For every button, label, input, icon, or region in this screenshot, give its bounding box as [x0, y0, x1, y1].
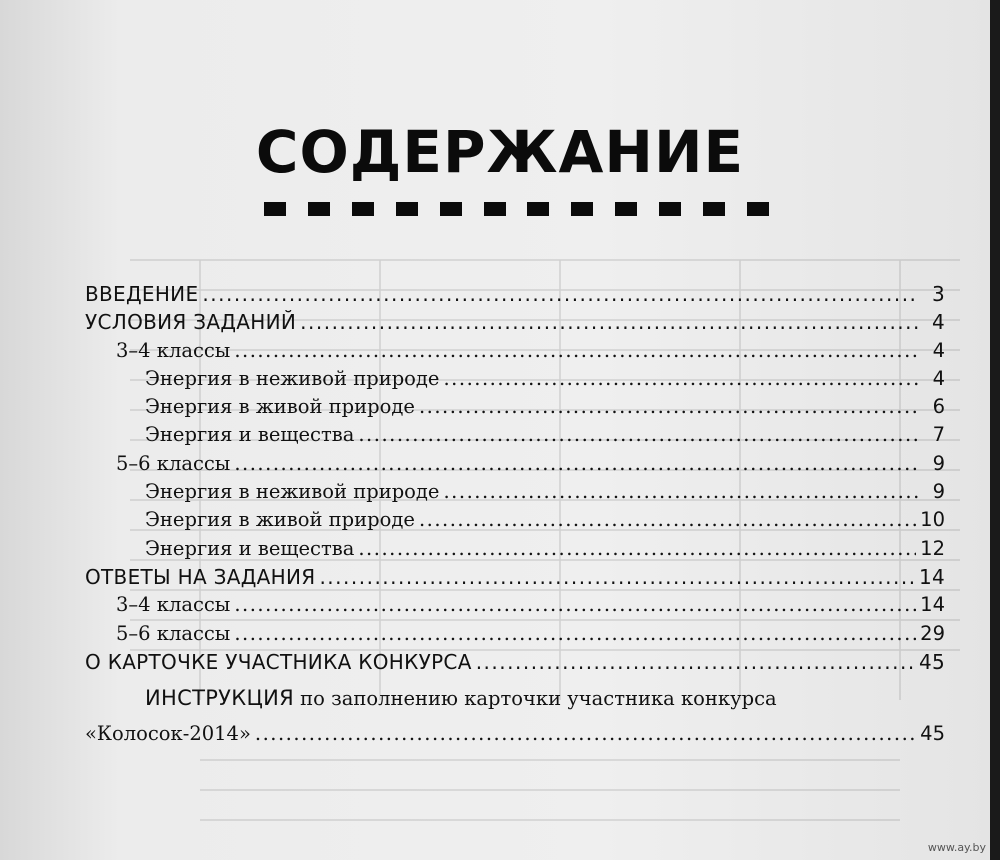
leader-dots	[358, 423, 919, 446]
toc-entry-page-number: 7	[932, 423, 945, 447]
toc-entry	[85, 650, 945, 678]
toc-entry-page-number: 14	[920, 593, 945, 617]
toc-entry	[85, 282, 945, 310]
toc-entry-label: 3–4 классы	[116, 593, 231, 617]
toc-entry-page-number: 12	[920, 536, 945, 560]
toc-entry-label: ОТВЕТЫ НА ЗАДАНИЯ	[85, 564, 316, 589]
toc-entry	[85, 395, 945, 423]
leader-dots	[443, 367, 919, 390]
leader-dots	[319, 565, 915, 589]
leader-dots	[234, 622, 916, 645]
toc-entry	[85, 452, 945, 480]
toc-entry	[85, 310, 945, 338]
leader-dots	[358, 537, 916, 560]
instruction-heading: ИНСТРУКЦИЯ	[145, 686, 294, 710]
toc-entry-page-number: 9	[932, 451, 945, 475]
toc-instruction-entry	[85, 686, 945, 752]
leader-dots	[234, 593, 916, 616]
toc-entry-label: 5–6 классы	[116, 451, 231, 475]
toc-entry	[85, 367, 945, 395]
leader-dots	[234, 339, 919, 362]
toc-entry-page-number: 3	[931, 282, 945, 306]
toc-entry-label: О КАРТОЧКЕ УЧАСТНИКА КОНКУРСА	[85, 649, 472, 674]
toc-entry-label: Энергия в живой природе	[145, 508, 415, 532]
toc-entry-page-number: 4	[931, 310, 945, 335]
toc-entry	[85, 339, 945, 367]
toc-entry-page-number: 10	[920, 508, 945, 532]
toc-entry	[85, 593, 945, 621]
toc-entry	[85, 622, 945, 650]
toc-entry-page-number: 45	[918, 649, 945, 674]
watermark: www.ay.by	[927, 841, 986, 854]
leader-dots	[419, 508, 916, 531]
toc-entry	[85, 480, 945, 508]
leader-dots	[234, 452, 919, 475]
toc-entry-label: Энергия и вещества	[145, 536, 355, 560]
toc-entry-label: Энергия в неживой природе	[145, 366, 440, 390]
leader-dots	[443, 480, 919, 503]
toc-entry	[85, 508, 945, 536]
leader-dots	[419, 395, 919, 418]
toc-entry-page-number: 29	[920, 621, 945, 645]
toc-entry-page-number: 9	[932, 480, 945, 504]
toc-entry-page-number: 4	[932, 338, 945, 362]
page-title: СОДЕРЖАНИЕ	[255, 118, 745, 186]
toc-entry-page-number: 6	[932, 395, 945, 419]
toc-entry	[85, 565, 945, 593]
table-of-contents	[85, 282, 945, 678]
toc-entry	[85, 537, 945, 565]
toc-entry	[85, 423, 945, 451]
leader-dots	[300, 310, 919, 334]
toc-entry-label: Энергия в живой природе	[145, 395, 415, 419]
toc-entry-label: Энергия и вещества	[145, 423, 355, 447]
title-underline-dashes	[264, 202, 769, 218]
leader-dots	[255, 722, 916, 745]
toc-entry-label: 3–4 классы	[116, 338, 231, 362]
toc-entry-page-number: 4	[932, 366, 945, 390]
toc-entry-page-number: 14	[918, 564, 945, 589]
instruction-contest-name: «Колосок-2014»	[85, 722, 251, 745]
toc-entry-label: ВВЕДЕНИЕ	[85, 282, 199, 306]
leader-dots	[476, 650, 915, 674]
toc-entry-label: УСЛОВИЯ ЗАДАНИЙ	[85, 310, 297, 335]
toc-entry-label: Энергия в неживой природе	[145, 480, 440, 504]
leader-dots	[202, 282, 919, 306]
instruction-page-number: 45	[920, 722, 945, 745]
toc-entry-label: 5–6 классы	[116, 621, 231, 645]
instruction-text: по заполнению карточки участника конкурса	[293, 687, 777, 710]
